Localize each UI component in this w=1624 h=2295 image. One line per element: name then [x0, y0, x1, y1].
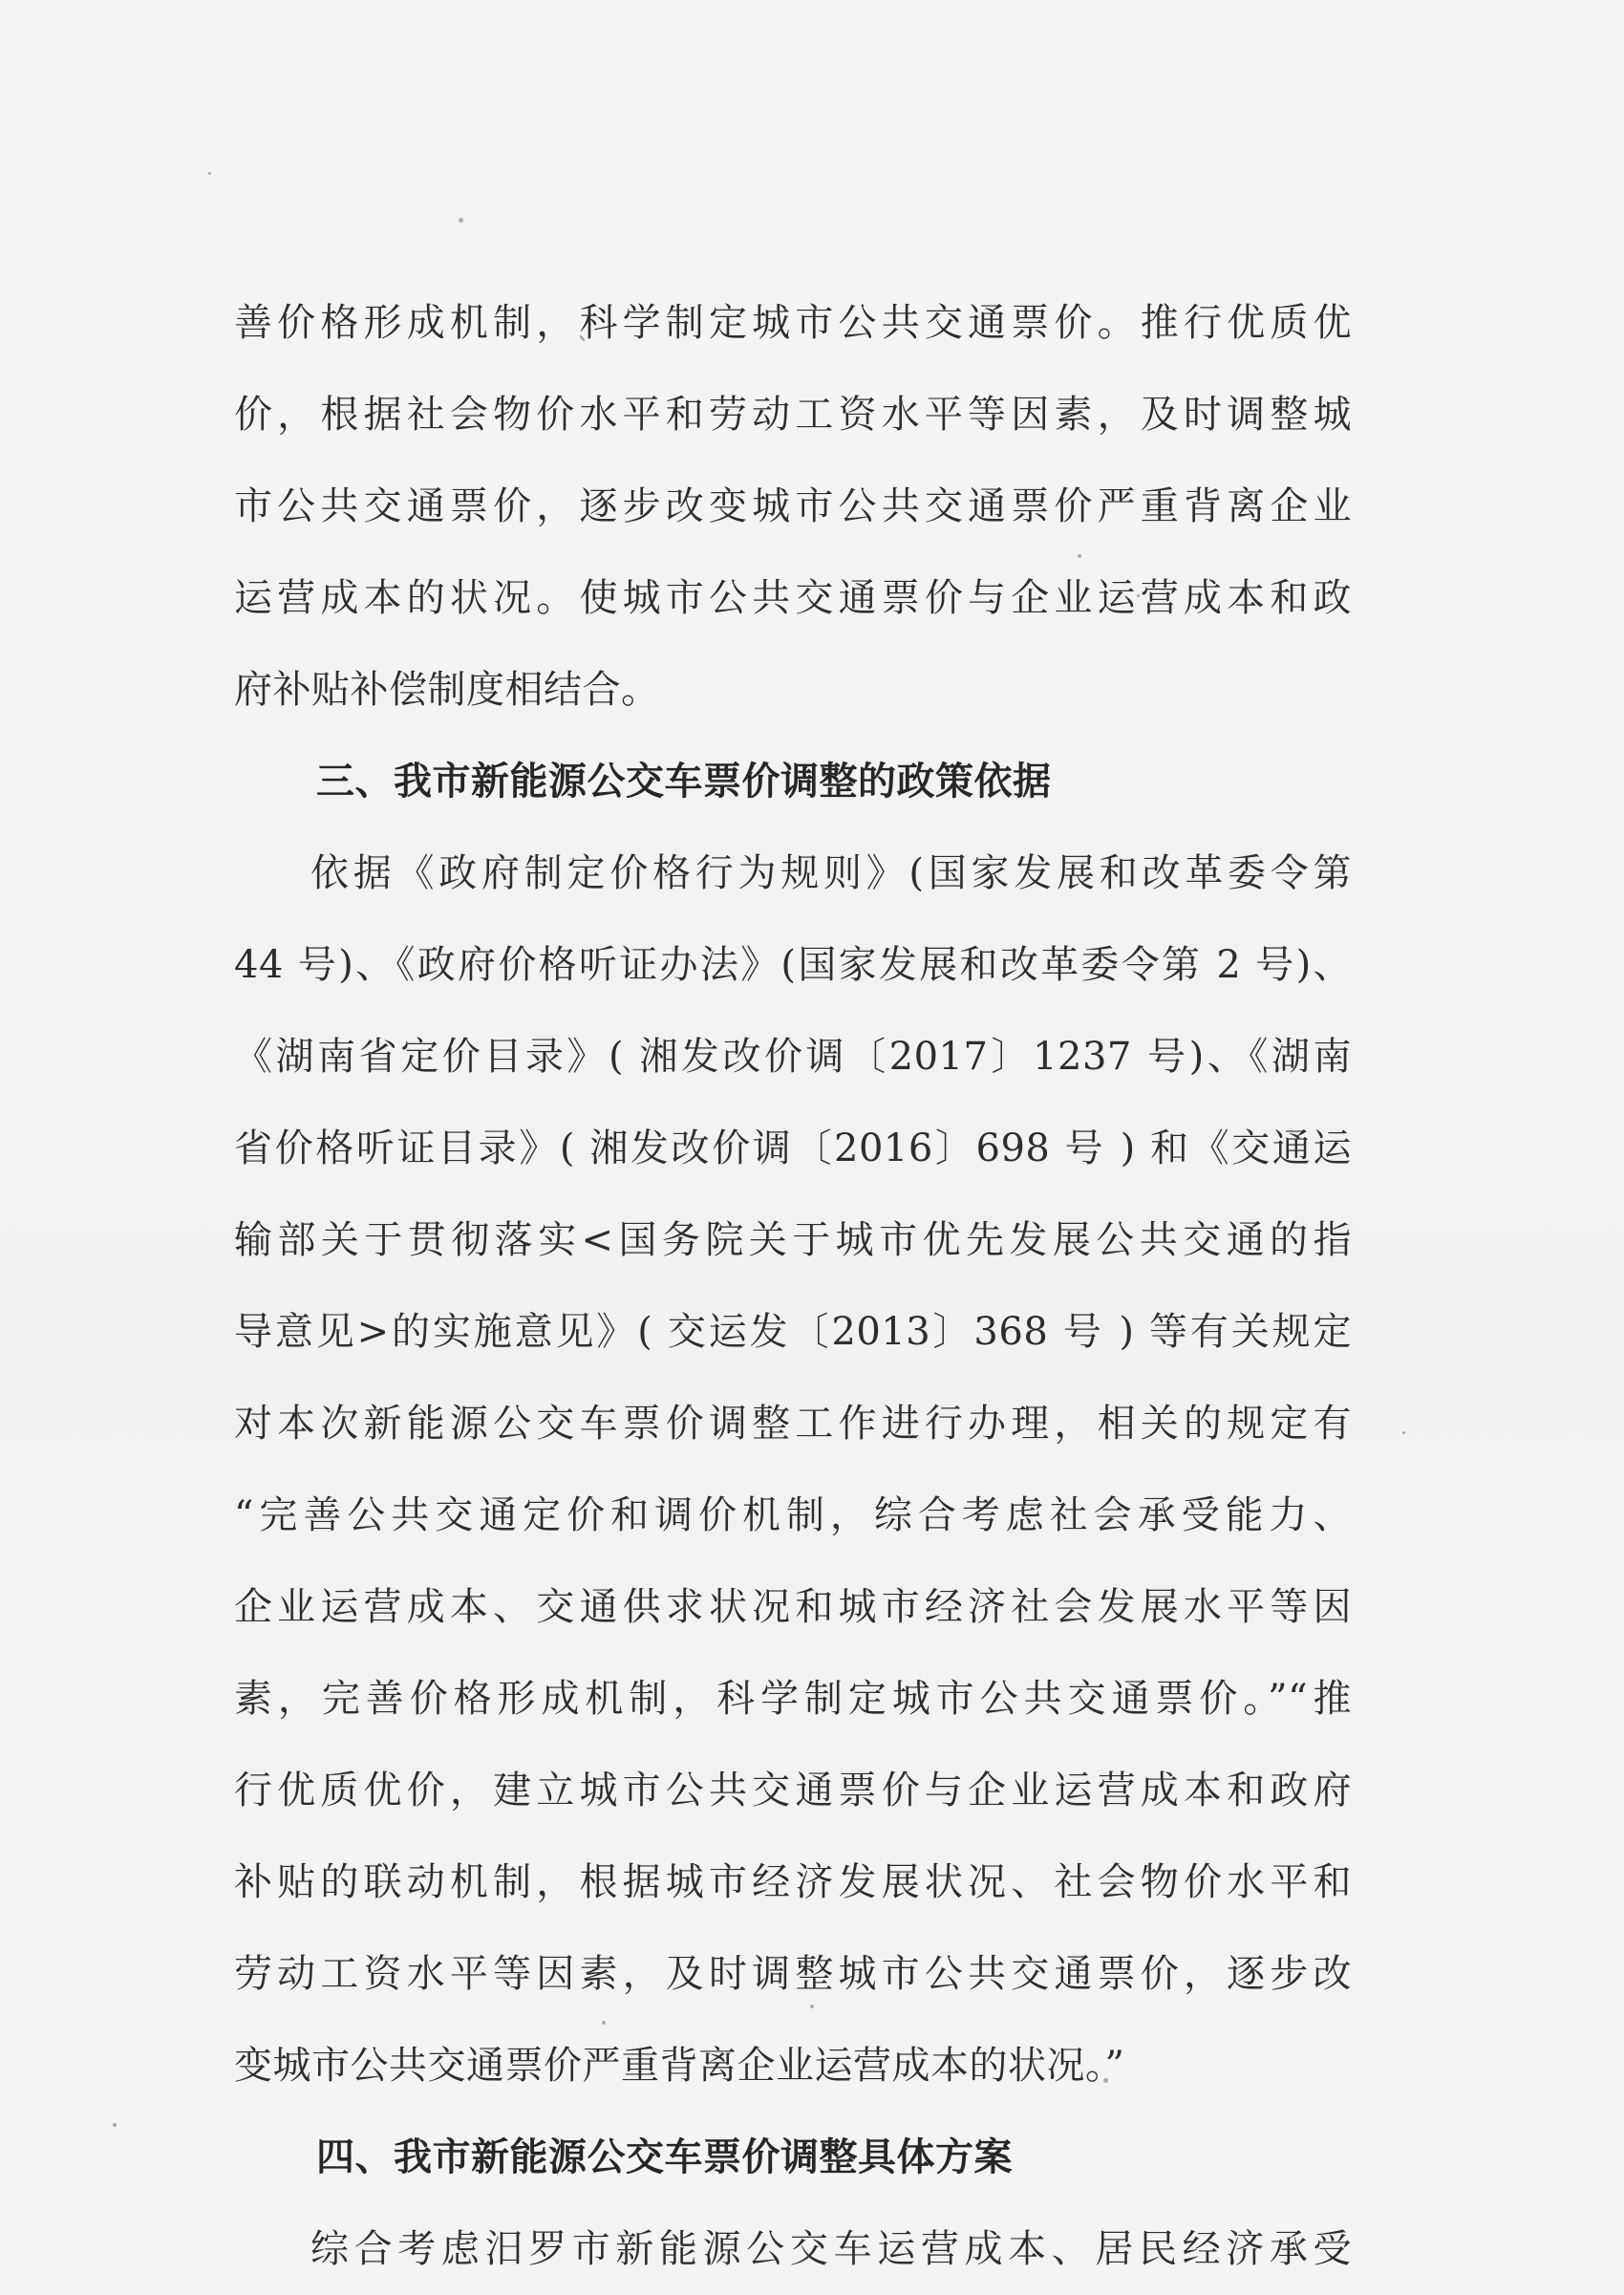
text-line: 运营成本的状况。使城市公共交通票价与企业运营成本和政 — [234, 576, 1352, 620]
text-line: 综合考虑汨罗市新能源公交车运营成本、居民经济承受 — [310, 2227, 1352, 2271]
section-heading-3: 三、我市新能源公交车票价调整的政策依据 — [316, 760, 1052, 804]
text-line: 善价格形成机制，科学制定城市公共交通票价。推行优质优 — [234, 301, 1352, 345]
text-line: 劳动工资水平等因素，及时调整城市公共交通票价，逐步改 — [234, 1952, 1352, 1996]
text-line: 企业运营成本、交通供求状况和城市经济社会发展水平等因 — [234, 1585, 1352, 1629]
text-line: 《湖南省定价目录》( 湘发改价调〔2017〕1237 号)、《湖南 — [234, 1035, 1352, 1079]
text-line: 依据《政府制定价格行为规则》(国家发展和改革委令第 — [310, 851, 1352, 895]
text-line: 价，根据社会物价水平和劳动工资水平等因素，及时调整城 — [234, 393, 1352, 437]
text-line: 府补贴补偿制度相结合。 — [234, 668, 660, 712]
section-heading-4: 四、我市新能源公交车票价调整具体方案 — [316, 2135, 1013, 2179]
section-4-body — [234, 2203, 1352, 2295]
text-line: 素，完善价格形成机制，科学制定城市公共交通票价。”“推 — [234, 1677, 1352, 1721]
paragraph-continuation — [234, 277, 1352, 736]
document-body — [234, 277, 1352, 2295]
scan-speck — [208, 172, 211, 175]
text-line: 输部关于贯彻落实<国务院关于城市优先发展公共交通的指 — [234, 1218, 1352, 1262]
text-line: 补贴的联动机制，根据城市经济发展状况、社会物价水平和 — [234, 1860, 1352, 1904]
scan-speck — [113, 2123, 117, 2127]
text-line: 变城市公共交通票价严重背离企业运营成本的状况。” — [234, 2044, 1125, 2088]
text-line: 导意见>的实施意见》( 交运发〔2013〕368 号 ) 等有关规定 — [234, 1310, 1352, 1354]
text-line: 行优质优价，建立城市公共交通票价与企业运营成本和政府 — [234, 1769, 1352, 1812]
text-line: 44 号)、《政府价格听证办法》(国家发展和改革委令第 2 号)、 — [234, 943, 1352, 987]
text-line: 对本次新能源公交车票价调整工作进行办理，相关的规定有 — [234, 1402, 1352, 1446]
text-line: “完善公共交通定价和调价机制，综合考虑社会承受能力、 — [234, 1493, 1352, 1537]
scan-speck — [459, 218, 463, 223]
text-line: 市公共交通票价，逐步改变城市公共交通票价严重背离企业 — [234, 484, 1352, 528]
text-line: 省价格听证目录》( 湘发改价调〔2016〕698 号 ) 和《交通运 — [234, 1126, 1352, 1170]
section-3-body — [234, 827, 1352, 2112]
scan-speck — [1402, 1431, 1405, 1434]
